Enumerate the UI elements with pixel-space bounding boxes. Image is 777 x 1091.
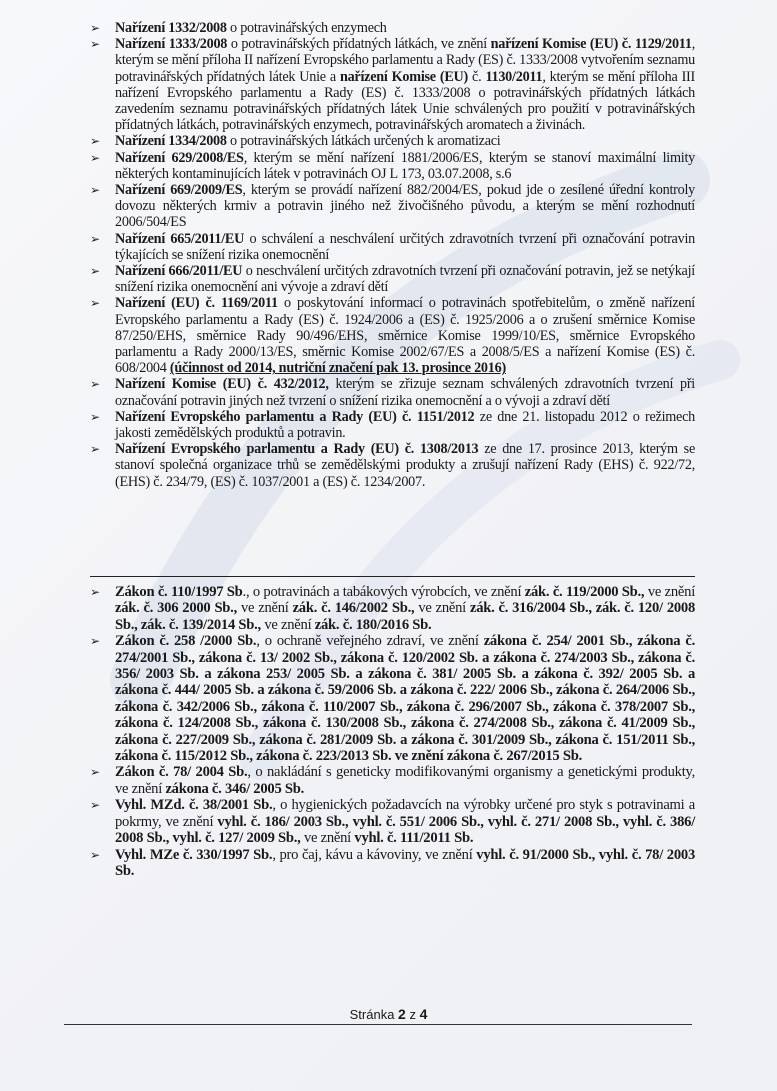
bold-text: Zákon č. 258 /2000 Sb. bbox=[115, 633, 257, 650]
bold-text: zák. č. 316/2004 Sb., zák. č. 120/ 2008 Sb., zák. č. 139/2014 Sb., bbox=[115, 600, 696, 633]
bold-text: zák. č. 119/2000 Sb., bbox=[524, 584, 645, 600]
bold-text: zák. č. 146/2002 Sb., bbox=[292, 600, 415, 617]
regulations-list bbox=[90, 20, 695, 490]
text: ve znění bbox=[260, 616, 315, 633]
bold-text: vyhl. č. 91/2000 Sb., vyhl. č. 78/ 2003 Sb. bbox=[115, 846, 695, 879]
bold-text: Vyhl. MZe č. 330/1997 Sb. bbox=[115, 846, 273, 863]
laws-list bbox=[90, 584, 695, 879]
bold-text: Vyhl. MZd. č. 38/2001 Sb. bbox=[115, 797, 273, 814]
total-pages: 4 bbox=[419, 1006, 428, 1022]
law-item bbox=[90, 847, 695, 880]
arrowhead-bullet-icon: ➢ bbox=[90, 765, 100, 780]
text: ., o potravinách a tabákových výrobcích, ve znění bbox=[242, 584, 525, 600]
arrowhead-bullet-icon: ➢ bbox=[90, 37, 100, 52]
bold-text: (účinnost od 2014, nutriční značení pak 13. prosince 2016) bbox=[169, 360, 506, 377]
text: , o nakládání s geneticky modifikovanými organismy a genetickými produkty, ve znění bbox=[115, 764, 695, 797]
text: ve znění bbox=[236, 600, 293, 617]
arrowhead-bullet-icon: ➢ bbox=[90, 798, 100, 813]
law-item bbox=[90, 584, 695, 633]
regulation-item bbox=[90, 409, 695, 441]
text: , kterým se mění příloha II nařízení Evropského parlamentu a Rady (ES) č. 1333/2008 vytvořením seznamu potravinářských přídatných látek Unie a bbox=[115, 36, 695, 85]
current-page: 2 bbox=[398, 1006, 406, 1022]
text: ze dne 17. prosince 2013, kterým se stanoví společná organizace trhů se zemědělskými produkty a zrušují nařízení Rady (EHS) č. 922/72, (EHS) č. 234/79, (ES) č. 1037/2001 a (ES) č. 1234/2007. bbox=[115, 441, 695, 490]
bold-text: Nařízení 1333/2008 bbox=[115, 36, 228, 53]
arrowhead-bullet-icon: ➢ bbox=[90, 134, 100, 149]
bold-text: zák. č. 306 2000 Sb., bbox=[115, 600, 237, 617]
bold-text: vyhl. č. 186/ 2003 Sb., vyhl. č. 551/ 2006 Sb., vyhl. č. 271/ 2008 Sb., vyhl. č. 386/ 2008 Sb., vyhl. č. 127/ 2009 Sb., bbox=[115, 813, 695, 847]
text: , kterým se mění příloha III nařízení Evropského parlamentu a Rady (ES) č. 1333/2008 o potravinářských přídatných látkách zavedením seznamu potravinářských přídatných látek Unie schválených pro použití v potravinářských přídatných látkách, potravinářských enzymech, potravinářských aromatech a živinách. bbox=[115, 68, 695, 134]
bold-text: Nařízení Evropského parlamentu a Rady (EU) č. 1151/2012 bbox=[115, 408, 475, 425]
bold-text: Zákon č. 78/ 2004 Sb. bbox=[115, 764, 248, 781]
bold-text: Nařízení (EU) č. 1169/2011 bbox=[115, 295, 278, 312]
law-item bbox=[90, 633, 695, 764]
bold-text: Nařízení 666/2011/EU bbox=[115, 263, 243, 280]
arrowhead-bullet-icon: ➢ bbox=[90, 585, 100, 599]
arrowhead-bullet-icon: ➢ bbox=[90, 21, 100, 35]
arrowhead-bullet-icon: ➢ bbox=[90, 442, 100, 457]
regulation-item bbox=[90, 182, 695, 231]
text: , kterým se mění nařízení 1881/2006/ES, kterým se stanoví maximální limity některých kontaminujících látek v potravinách OJ L 173, 03.07.2008, s.6 bbox=[115, 149, 696, 182]
text: , o hygienických požadavcích na výrobky určené pro styk s potravinami a pokrmy, ve znění bbox=[115, 797, 695, 830]
footer-divider bbox=[64, 1024, 692, 1025]
page-footer bbox=[0, 1006, 777, 1022]
footer-mid: z bbox=[405, 1007, 420, 1022]
bold-text: Nařízení Evropského parlamentu a Rady (EU) č. 1308/2013 bbox=[115, 441, 479, 458]
law-item bbox=[90, 797, 695, 846]
text: ve znění bbox=[300, 830, 355, 847]
text: , kterým se provádí nařízení 882/2004/ES, pokud jde o zesílené úřední kontroly dovozu některých krmiv a potravin jiného než živočišného původu, a kterým se mění rozhodnutí 2006/504/ES bbox=[115, 182, 695, 231]
footer-prefix: Stránka bbox=[349, 1007, 399, 1022]
bold-text: Nařízení 629/2008/ES bbox=[115, 149, 244, 166]
bold-text: zákona č. 254/ 2001 Sb., zákona č. 274/2001 Sb., zákona č. 13/ 2002 Sb., zákona č. 120/2002 Sb. a zákona č. 274/2003 Sb., zákona č. 356/ 2003 Sb. a zákona 253/ 2005 Sb. a zákona č. 381/ 2005 Sb. a zákona č. 392/ 2005 Sb. a zákona č. 444/ 2005 Sb. a zákona č. 59/2006 Sb. a zákona č. 222/ 2006 Sb., zákona č. 264/2006 Sb., zákona č. 342/2006 Sb., zákona č. 110/2007 Sb., zákona č. 296/2007 Sb., zákona č. 378/2007 Sb., zákona č. 124/2008 Sb., zákona č. 130/2008 Sb., zákona č. 274/2008 Sb., zákona č. 41/2009 Sb., zákona č. 227/2009 Sb., zákona č. 281/2009 Sb. a zákona č. 301/2009 Sb., zákona č. 151/2011 Sb., zákona č. 115/2012 Sb., zákona č. 223/2013 Sb. ve znění zákona č. 267/2015 Sb. bbox=[115, 633, 695, 765]
regulation-item bbox=[90, 133, 695, 149]
bold-text: nařízení Komise (EU) bbox=[339, 68, 469, 85]
regulation-item bbox=[90, 441, 695, 490]
arrowhead-bullet-icon: ➢ bbox=[90, 183, 100, 198]
regulation-item bbox=[90, 231, 695, 263]
text: , pro čaj, kávu a kávoviny, ve znění bbox=[272, 846, 477, 863]
law-item bbox=[90, 764, 695, 797]
text: kterým se zřizuje seznam schválených zdravotních tvrzení při označování potravin jiných než tvrzení o snížení rizika onemocnění a o vývoji a zdraví dětí bbox=[115, 376, 695, 409]
arrowhead-bullet-icon: ➢ bbox=[90, 296, 100, 311]
bold-text: Nařízení 1334/2008 bbox=[115, 133, 227, 150]
text: ve znění bbox=[414, 600, 470, 617]
text: o potravinářských enzymech bbox=[226, 20, 387, 36]
text: o potravinářských přídatných látkách, ve znění bbox=[227, 36, 491, 53]
arrowhead-bullet-icon: ➢ bbox=[90, 231, 100, 246]
regulation-item bbox=[90, 20, 695, 36]
arrowhead-bullet-icon: ➢ bbox=[90, 847, 100, 862]
text: ve znění bbox=[644, 584, 695, 600]
arrowhead-bullet-icon: ➢ bbox=[90, 264, 100, 279]
arrowhead-bullet-icon: ➢ bbox=[90, 150, 100, 165]
arrowhead-bullet-icon: ➢ bbox=[90, 409, 100, 424]
regulation-item bbox=[90, 295, 695, 376]
regulation-item bbox=[90, 263, 695, 295]
bold-text: Zákon č. 110/1997 Sb bbox=[115, 584, 243, 600]
arrowhead-bullet-icon: ➢ bbox=[90, 634, 100, 649]
text: o neschválení určitých zdravotních tvrzení při označování potravin, jež se netýkají snížení rizika onemocnění ani vývoje a zdraví dětí bbox=[115, 263, 695, 296]
bold-text: 1130/2011 bbox=[485, 68, 543, 85]
text: ze dne 21. listopadu 2012 o režimech jakosti zemědělských produktů a potravin. bbox=[115, 408, 695, 442]
regulation-item bbox=[90, 376, 695, 408]
bold-text: Nařízení 665/2011/EU bbox=[115, 230, 245, 247]
bold-text: nařízení Komise (EU) č. 1129/2011 bbox=[490, 36, 692, 53]
bold-text: Nařízení 1332/2008 bbox=[115, 20, 227, 36]
bold-text: zákona č. 346/ 2005 Sb. bbox=[165, 780, 305, 797]
bold-text: vyhl. č. 111/2011 Sb. bbox=[354, 830, 474, 847]
bold-text: Nařízení 669/2009/ES bbox=[115, 182, 243, 199]
section-divider bbox=[90, 576, 695, 577]
arrowhead-bullet-icon: ➢ bbox=[90, 377, 100, 392]
text: č. bbox=[468, 68, 486, 85]
text: o potravinářských látkách určených k aromatizaci bbox=[226, 133, 501, 150]
text: , o ochraně veřejného zdraví, ve znění bbox=[256, 633, 484, 650]
regulation-item bbox=[90, 36, 695, 133]
bold-text: zák. č. 180/2016 Sb. bbox=[314, 616, 432, 633]
text: o poskytování informací o potravinách spotřebitelům, o změně nařízení Evropského parlamentu a Rady (ES) č. 1924/2006 a (ES) č. 1925/2006 a o zrušení směrnice Komise 87/250/EHS, směrnice Rady 90/496/EHS, směrnice Komise 1999/10/ES, směrnice Evropského parlamentu a Rady 2000/13/ES, směrnic Komise 2002/67/ES a 2008/5/ES a nařízení Komise (ES) č. 608/2004 bbox=[115, 295, 695, 377]
regulation-item bbox=[90, 150, 695, 182]
text: o schválení a neschválení určitých zdravotních tvrzení při označování potravin týkajících se snížení rizika onemocnění bbox=[115, 230, 695, 263]
bold-text: Nařízení Komise (EU) č. 432/2012, bbox=[115, 376, 329, 393]
